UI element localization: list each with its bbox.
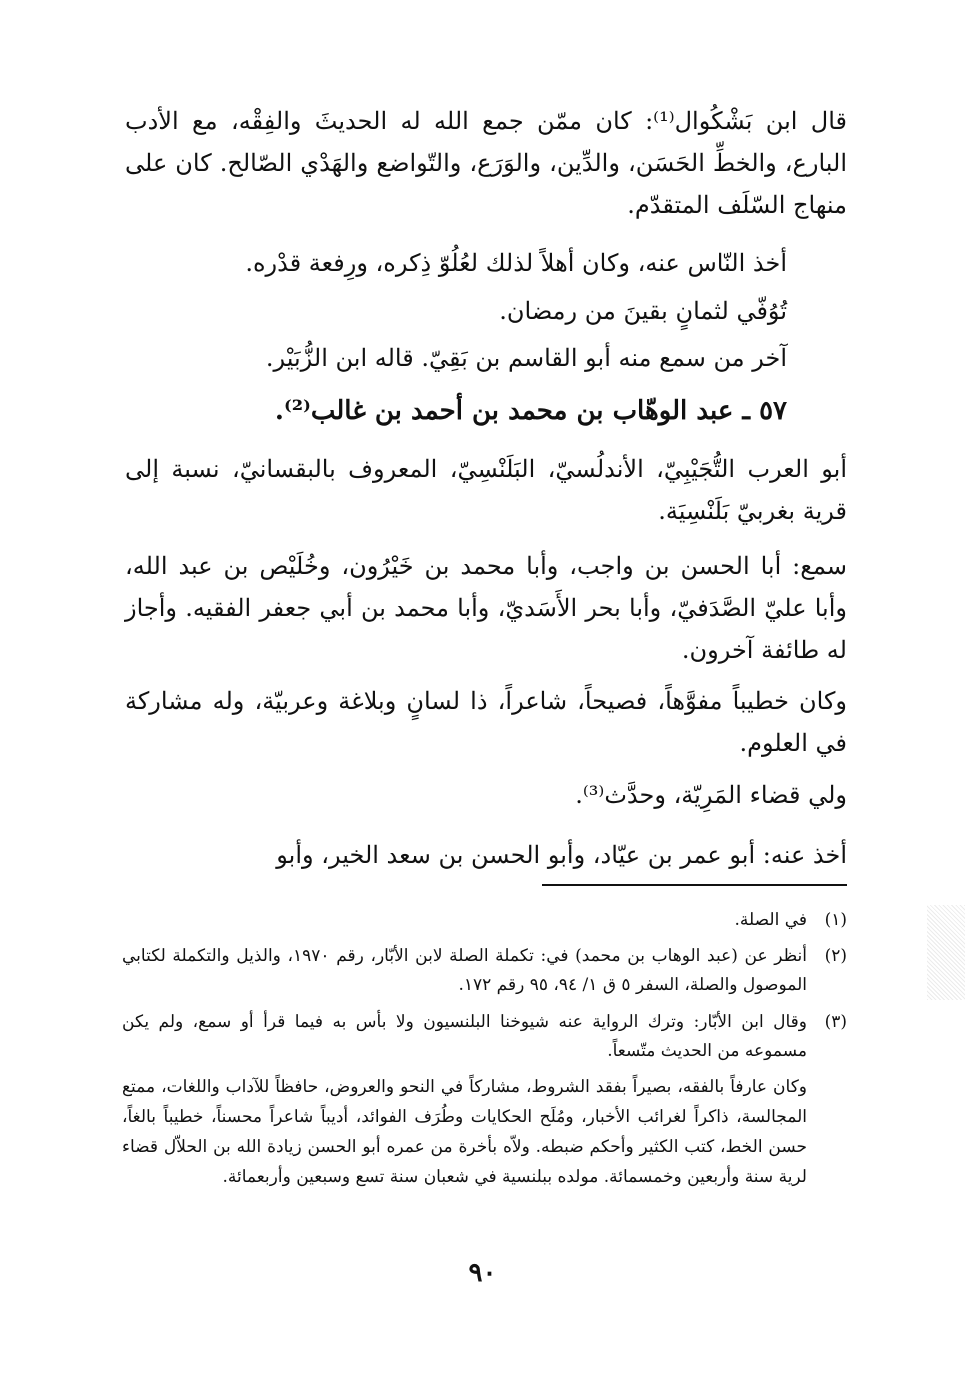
paragraph-teachers: سمع: أبا الحسن بن واجب، وأبا محمد بن خَيْرُون، وخُلَيْص بن عبد الله، وأبا عليّ الصَّدَفيّ، وأبا بحر الأَسَديّ، وأبا محمد بن أبي جعفر الفقيه. وأجاز له طائفة آخرون. bbox=[125, 552, 847, 664]
paragraph-last-heard: آخر من سمع منه أبو القاسم بن بَقِيّ. قاله ابن الزُّبَيْر. bbox=[265, 344, 787, 372]
footnote-3-continuation: وكان عارفاً بالفقه، بصيراً بفقد الشروط، مشاركاً في النحو والعروض، حافظاً للآداب واللغات، ممتع المجالسة، ذاكراً لغرائب الأخبار، ومُلَح الحكايات وطُرَف الفوائد، أديباً شاعراً محسناً، خطيباً بالغاً، حسن الخط، كتب الكثير وأحكم ضبطه. ولاّه بأخرة من عمره أبو الحسن زيادة الله بن الحلاّل قضاء لرية سنة وأربعين وخمسمائة. مولده ببلنسية في شعبان سنة تسع وسبعين وأربعمائة. bbox=[122, 1077, 807, 1187]
paragraph-took-from-him: أخذ النّاس عنه، وكان أهلاً لذلك لعُلُوّ ذِكره، ورِفعة قدْره. bbox=[245, 249, 787, 277]
footnote-divider bbox=[542, 884, 847, 886]
footnote-3 bbox=[122, 1008, 847, 1066]
footnote-text: وقال ابن الأبّار: وترك الرواية عنه شيوخنا البلنسيون ولا بأس به فيما قرأ أو سمع، ولم يكن مسموعه من الحديث متّسعاً. bbox=[122, 1012, 807, 1061]
paragraph-students: أخذ عنه: أبو عمر بن عيّاد، وأبو الحسن بن سعد الخير، وأبو bbox=[276, 841, 847, 869]
footnote-1 bbox=[122, 906, 847, 935]
scan-noise bbox=[927, 905, 965, 1000]
footnote-text: أنظر عن (عبد الوهاب بن محمد) في: تكملة الصلة لابن الأبّار، رقم ١٩٧٠، والذيل والتكملة لكتابي الموصول والصلة، السفر ٥ ق ١/ ٩٤، ٩٥ رقم ١٧٢. bbox=[122, 946, 808, 995]
footnote-2 bbox=[122, 942, 847, 1000]
paragraph-ibn-bashkuwal: قال ابن بَشْكُوال⁽¹⁾: كان ممّن جمع الله له الحديثَ والفِقْه، مع الأدب البارع، والخطِّ الحَسَن، والدِّين، والوَرَع، والتّواضع والهَدْي الصّالح. كان على منهاج السّلَف المتقدّم. bbox=[125, 107, 848, 219]
footnote-number: (٣) bbox=[824, 1012, 847, 1032]
footnote-number: (٢) bbox=[824, 946, 847, 966]
paragraph-nisba: أبو العرب التُّجَيْبِيّ، الأندلُسيّ، البَلَنْسِيّ، المعروف بالبقسانيّ، نسبة إلى قرية بغربيّ بَلَنْسِيَة. bbox=[125, 455, 847, 525]
paragraph-judgeship: ولي قضاء المَرِيّة، وحدَّث⁽³⁾. bbox=[575, 781, 847, 809]
entry-heading: ٥٧ ـ عبد الوهّاب بن محمد بن أحمد بن غالب⁽²⁾. bbox=[274, 396, 787, 426]
footnote-text: في الصلة. bbox=[734, 910, 807, 930]
page-number: ٩٠ bbox=[468, 1258, 497, 1288]
paragraph-eloquence: وكان خطيباً مفوَّهاً، فصيحاً، شاعراً، ذا لسانٍ وبلاغة وعربيّة، وله مشاركة في العلوم. bbox=[125, 687, 847, 757]
paragraph-died: تُوُفّي لثمانٍ بقينَ من رمضان. bbox=[499, 297, 787, 325]
footnote-number: (١) bbox=[824, 910, 847, 930]
